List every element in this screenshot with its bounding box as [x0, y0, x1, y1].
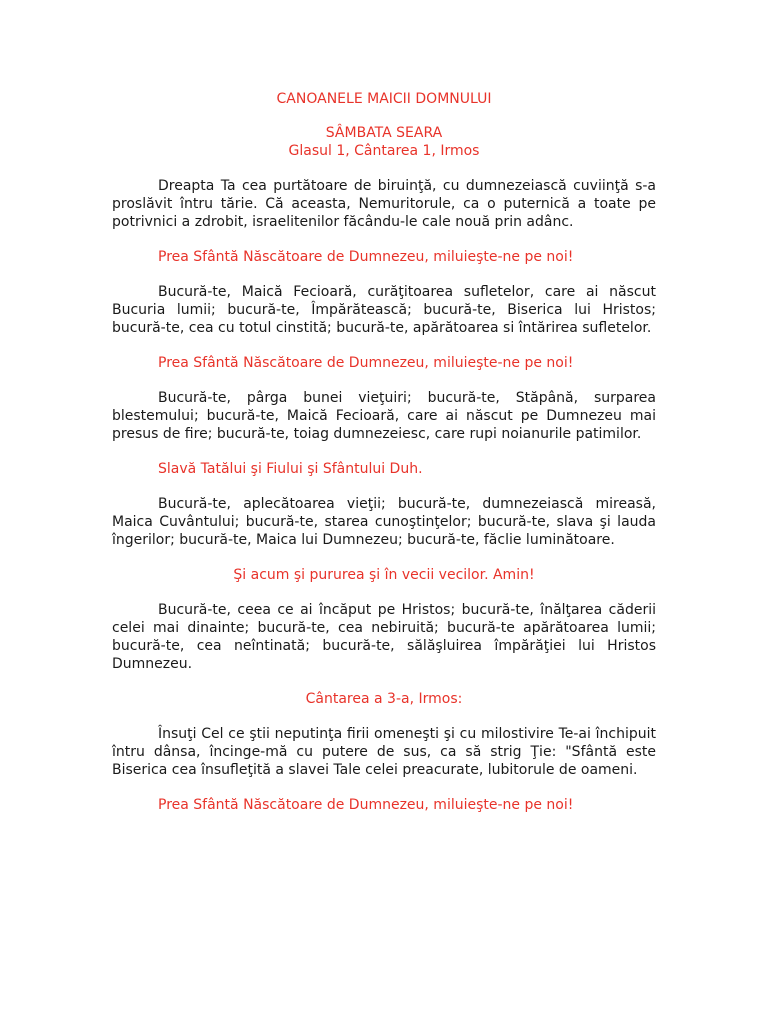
- heading-day: SÂMBATA SEARA: [325, 125, 443, 141]
- refrain-now-and-ever: Şi acum şi pururea şi în vecii vecilor. Amin!: [233, 567, 535, 583]
- paragraph-irmos: Dreapta Ta cea purtătoare de biruinţă, cu dumnezeiască cuviinţă s-a proslăvit întru tărie. Că aceasta, Nemuritorule, ca o puternică a toate pe potrivnici a zdrobit, israelitenilor făcându-le cale nouă prin adânc.: [112, 178, 656, 230]
- refrain-line: Prea Sfântă Născătoare de Dumnezeu, miluieşte-ne pe noi!: [158, 355, 574, 371]
- paragraph-theotokion: Bucură-te, ceea ce ai încăput pe Hristos; bucură-te, înălţarea căderii celei mai dinainte; bucură-te, cea nebiruită; bucură-te apărătoarea lumii; bucură-te, cea neîntinată; bucură-te, sălăşluirea împărăţiei lui Hristos Dumnezeu.: [112, 602, 656, 672]
- section-heading: [112, 124, 656, 160]
- paragraph-irmos: Însuţi Cel ce ştii neputinţa firii omeneşti şi cu milostivire Te-ai închipuit întru dânsa, încinge-mă cu putere de sus, ca să strig Ţie: "Sfântă este Biserica cea însufleţită a slavei Tale celei preacurate, lubitorule de oameni.: [112, 726, 656, 778]
- refrain-line: Prea Sfântă Născătoare de Dumnezeu, miluieşte-ne pe noi!: [158, 249, 574, 265]
- paragraph-troparion: Bucură-te, pârga bunei vieţuiri; bucură-te, Stăpână, surparea blestemului; bucură-te, Maică Fecioară, care ai născut pe Dumnezeu mai presus de fire; bucură-te, toiag dumnezeiesc, care rupi noianurile patimilor.: [112, 390, 656, 442]
- heading-tone: Glasul 1, Cântarea 1, Irmos: [288, 143, 480, 159]
- section-heading-ode-3: Cântarea a 3-a, Irmos:: [305, 691, 463, 707]
- paragraph-troparion: Bucură-te, aplecătoarea vieţii; bucură-te, dumnezeiască mireasă, Maica Cuvântului; bucură-te, starea cunoştinţelor; bucură-te, slava şi lauda îngerilor; bucură-te, Maica lui Dumnezeu; bucură-te, făclie luminătoare.: [112, 496, 656, 548]
- document-title: CANOANELE MAICII DOMNULUI: [276, 91, 492, 107]
- paragraph-troparion: Bucură-te, Maică Fecioară, curăţitoarea sufletelor, care ai născut Bucuria lumii; bucură-te, Împărătească; bucură-te, Biserica lui Hristos; bucură-te, cea cu totul cinstită; bucură-te, apărătoarea si întărirea sufletelor.: [112, 284, 656, 336]
- refrain-glory: Slavă Tatălui şi Fiului şi Sfântului Duh.: [158, 461, 423, 477]
- refrain-line: Prea Sfântă Născătoare de Dumnezeu, miluieşte-ne pe noi!: [158, 797, 574, 813]
